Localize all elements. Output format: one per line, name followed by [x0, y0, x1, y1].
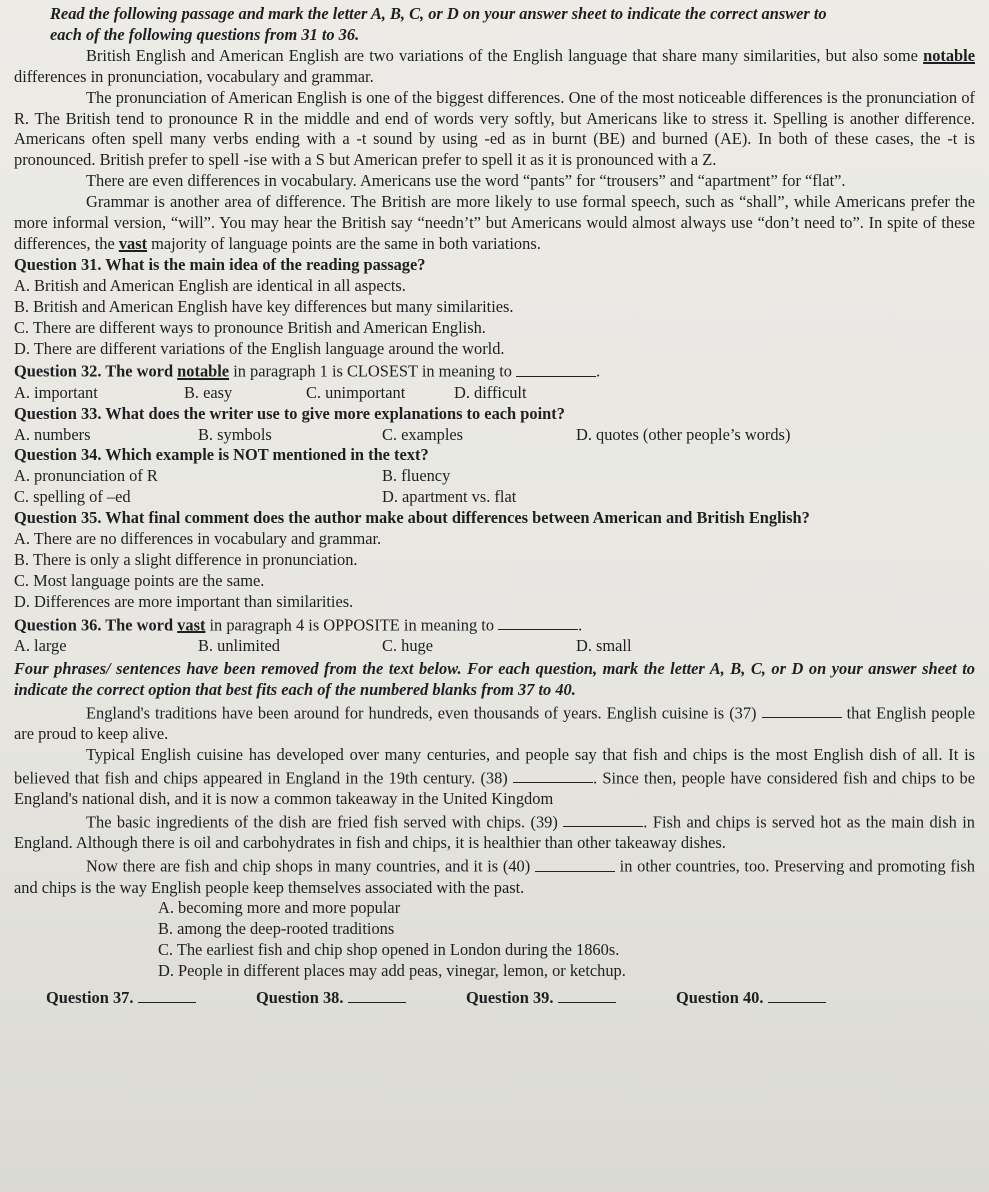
cloze-option-a[interactable]: A. becoming more and more popular — [158, 898, 401, 918]
q35-option-b[interactable]: B. There is only a slight difference in pronunciation. — [14, 549, 358, 569]
q35-option-c[interactable]: C. Most language points are the same. — [14, 570, 265, 590]
underlined-word-vast: vast — [118, 233, 148, 253]
answer-38-blank[interactable] — [348, 986, 406, 1003]
answer-37-blank[interactable] — [138, 986, 196, 1003]
question-34: Question 34. Which example is NOT mentioned in the text? — [14, 445, 429, 465]
q34-option-c[interactable]: C. spelling of –ed — [14, 487, 131, 507]
q32-option-c[interactable]: C. unimportant — [306, 382, 406, 402]
cloze-paragraph-2: Typical English cuisine has developed over many centuries, and people say that fish and chips is the most English dish of all. It is believed that fish and chips appeared in England in the 19th century. (38) . Since then, people have considered fish and chips to be England's national dish, and it is now a common takeaway in the United Kingdom — [14, 744, 975, 809]
q35-option-a[interactable]: A. There are no differences in vocabulary and grammar. — [14, 529, 382, 549]
answer-40: Question 40. — [676, 986, 826, 1009]
blank-39[interactable] — [563, 810, 643, 827]
q36-options — [14, 636, 975, 657]
q32-option-b[interactable]: B. easy — [184, 382, 233, 402]
q31-option-b[interactable]: B. British and American English have key differences but many similarities. — [14, 296, 514, 316]
q34-option-d[interactable]: D. apartment vs. flat — [382, 487, 517, 507]
cloze-options — [14, 898, 975, 982]
question-32: Question 32. The word notable in paragraph 1 is CLOSEST in meaning to . — [14, 359, 975, 382]
answer-39: Question 39. — [466, 986, 676, 1009]
q31-option-d[interactable]: D. There are different variations of the English language around the world. — [14, 338, 505, 358]
passage-paragraph-3: There are even differences in vocabulary. Americans use the word “pants” for “trousers” and “apartment” for “flat”. — [86, 171, 846, 191]
question-35: Question 35. What final comment does the author make about differences between American and British English? — [14, 508, 810, 528]
q36-blank — [498, 613, 578, 630]
cloze-option-c[interactable]: C. The earliest fish and chip shop opened in London during the 1860s. — [158, 940, 620, 960]
instruction-line-2: each of the following questions from 31 to 36. — [50, 24, 360, 44]
q33-option-a[interactable]: A. numbers — [14, 424, 91, 444]
blank-37[interactable] — [762, 701, 842, 718]
q34-options-1 — [14, 466, 975, 487]
q36-option-c[interactable]: C. huge — [382, 635, 433, 655]
q33-option-b[interactable]: B. symbols — [198, 424, 272, 444]
passage-paragraph-2: The pronunciation of American English is one of the biggest differences. One of the most noticeable differences is the pronunciation of R. The British tend to pronounce R in the middle and end of words very softly, but Americans like to stress it. Spelling is another difference. Americans often spell many verbs ending with a -t sound by using -ed as in burnt (BE) and burned (AE). In both of these cases, the -t is pronounced. British prefer to spell -ise with a S but American prefer to spell it as it is pronounced with a Z. — [14, 87, 975, 170]
blank-40[interactable] — [535, 854, 615, 871]
q36-option-b[interactable]: B. unlimited — [198, 635, 280, 655]
q34-option-a[interactable]: A. pronunciation of R — [14, 466, 158, 486]
q35-option-d[interactable]: D. Differences are more important than similarities. — [14, 591, 354, 611]
cloze-option-d[interactable]: D. People in different places may add peas, vinegar, lemon, or ketchup. — [158, 961, 626, 981]
instruction-line-1: Read the following passage and mark the letter A, B, C, or D on your answer sheet to indicate the correct answer to — [50, 4, 827, 23]
q36-option-a[interactable]: A. large — [14, 635, 67, 655]
reading-instruction — [14, 4, 975, 46]
passage-paragraph-1: British English and American English are two variations of the English language that share many similarities, but also some notable differences in pronunciation, vocabulary and grammar. — [14, 45, 975, 86]
answer-37: Question 37. — [46, 986, 256, 1009]
answer-row — [14, 986, 975, 1009]
cloze-paragraph-1: England's traditions have been around for hundreds, even thousands of years. English cuisine is (37) that English people are proud to keep alive. — [14, 701, 975, 745]
question-31: Question 31. What is the main idea of the reading passage? — [14, 254, 426, 274]
q34-option-b[interactable]: B. fluency — [382, 466, 451, 486]
question-33: Question 33. What does the writer use to give more explanations to each point? — [14, 403, 565, 423]
q31-option-a[interactable]: A. British and American English are identical in all aspects. — [14, 275, 406, 295]
cloze-instruction: Four phrases/ sentences have been removed from the text below. For each question, mark the letter A, B, C, or D on your answer sheet to indicate the correct option that best fits each of the numbered blanks from 37 to 40. — [14, 658, 975, 699]
q36-option-d[interactable]: D. small — [576, 635, 632, 655]
underlined-word-notable: notable — [923, 45, 975, 65]
blank-38[interactable] — [513, 766, 593, 783]
question-36: Question 36. The word vast in paragraph 4 is OPPOSITE in meaning to . — [14, 613, 975, 636]
q33-option-d[interactable]: D. quotes (other people’s words) — [576, 424, 791, 444]
q33-options — [14, 425, 975, 446]
answer-38: Question 38. — [256, 986, 466, 1009]
answer-39-blank[interactable] — [558, 986, 616, 1003]
q33-option-c[interactable]: C. examples — [382, 424, 464, 444]
passage-paragraph-4: Grammar is another area of difference. The British are more likely to use formal speech, such as “shall”, while Americans prefer the more informal version, “will”. You may hear the British say “needn’t” but Americans would almost always use “don’t need to”. In spite of these differences, the vast majority of language points are the same in both variations. — [14, 192, 975, 253]
cloze-paragraph-4: Now there are fish and chip shops in many countries, and it is (40) in other countries, too. Preserving and promoting fish and chips is the way English people keep themselves associated with the past. — [14, 854, 975, 898]
cloze-paragraph-3: The basic ingredients of the dish are fried fish served with chips. (39) . Fish and chips is served hot as the main dish in England. Although there is oil and carbohydrates in fish and chips, it is healthier than other takeaway dishes. — [14, 810, 975, 854]
q34-options-2 — [14, 487, 975, 508]
q31-option-c[interactable]: C. There are different ways to pronounce British and American English. — [14, 317, 486, 337]
q32-options — [14, 383, 975, 404]
q32-blank — [516, 359, 596, 376]
q32-option-d[interactable]: D. difficult — [454, 382, 527, 402]
cloze-option-b[interactable]: B. among the deep-rooted traditions — [158, 919, 395, 939]
q32-option-a[interactable]: A. important — [14, 382, 98, 402]
answer-40-blank[interactable] — [768, 986, 826, 1003]
